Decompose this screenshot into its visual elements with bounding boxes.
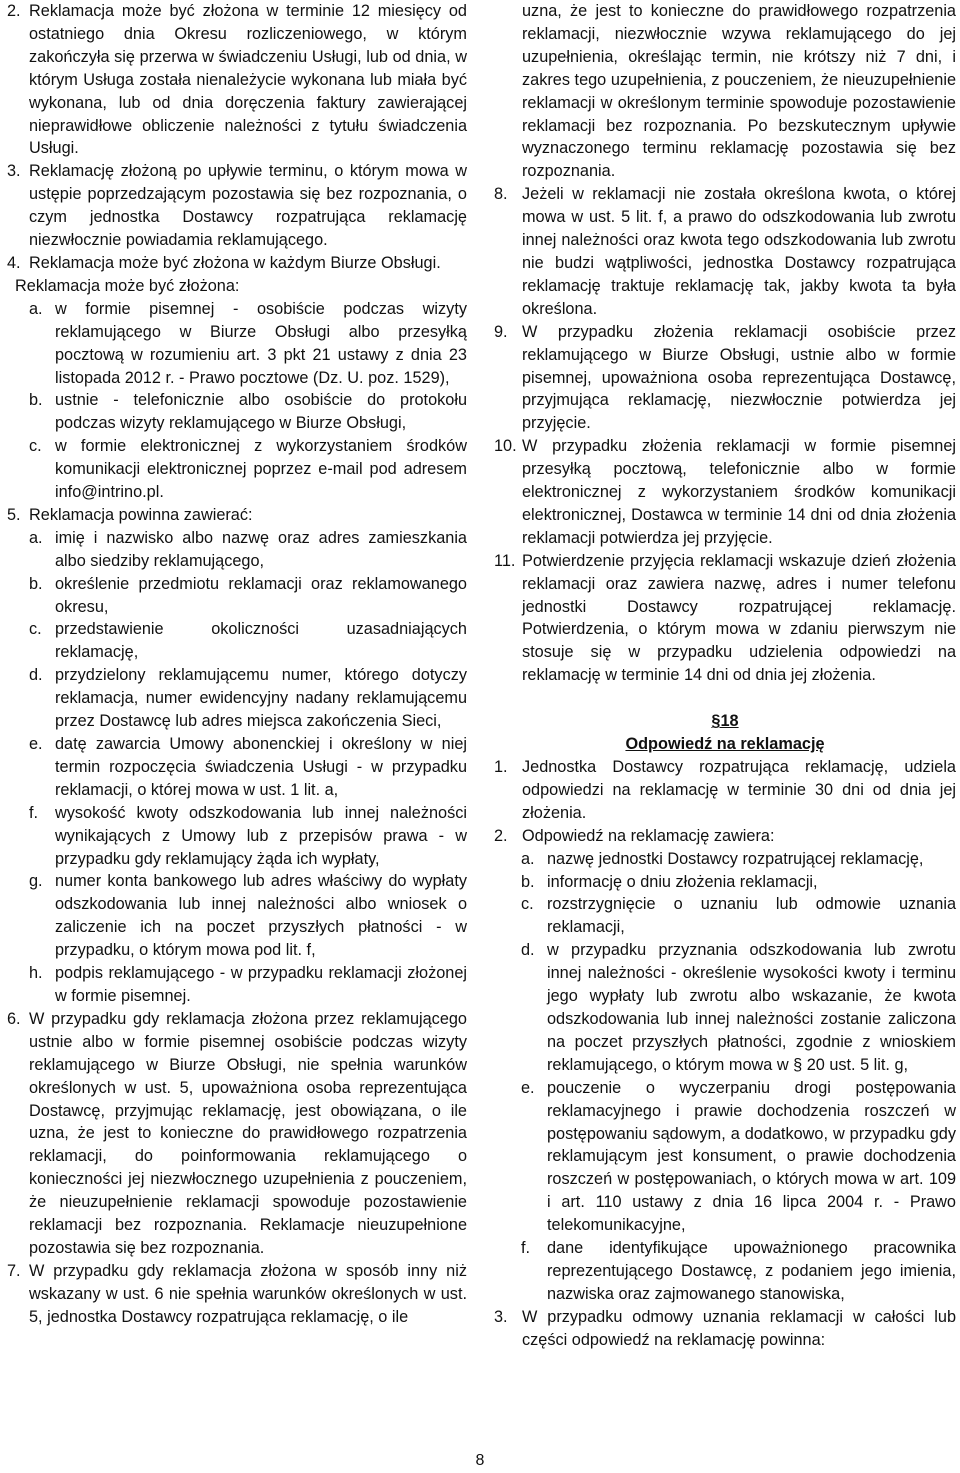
item-number: 2. <box>494 826 508 845</box>
paragraph-9 <box>494 321 956 436</box>
paragraph-3 <box>7 160 467 252</box>
item-number: 6. <box>7 1009 21 1028</box>
list-item <box>7 962 467 1008</box>
item-letter: a. <box>29 528 43 547</box>
item-text: wysokość kwoty odszkodowania lub innej należności wynikających z Umowy lub z przepisów prawa - w przypadku gdy reklamujący żąda ich wypłaty, <box>55 803 467 868</box>
item-letter: d. <box>29 666 43 685</box>
left-column <box>7 0 467 1329</box>
item-letter: h. <box>29 964 43 983</box>
page-number: 8 <box>475 1452 485 1469</box>
item-text: numer konta bankowego lub adres właściwy do wypłaty odszkodowania lub innej należności albo wniosek o zaliczenie ich na poczet przyszłych płatności - w przypadku, o którym mowa pod lit. f, <box>55 872 467 960</box>
item-letter: b. <box>29 574 43 593</box>
item-text: Reklamację złożoną po upływie terminu, o którym mowa w ustępie poprzedzającym pozostawia się bez rozpoznania, o czym jednostka Dostawcy rozpatrująca reklamację niezwłocznie powiadamia reklamującego. <box>29 162 467 250</box>
item-text: W przypadku złożenia reklamacji w formie pisemnej przesyłką pocztową, telefonicznie albo w formie elektronicznej z wykorzystaniem środków komunikacji elektronicznej, Dostawca w terminie 14 dni od dnia złożenia reklamacji potwierdza jej przyjęcie. <box>522 437 956 547</box>
item-text: nazwę jednostki Dostawcy rozpatrującej reklamację, <box>547 849 924 868</box>
item-text: w formie elektronicznej z wykorzystaniem środków komunikacji elektronicznej poprzez e-mail pod adresem info@intrino.pl. <box>55 437 467 502</box>
item-number: 7. <box>7 1261 21 1280</box>
list-item <box>7 733 467 802</box>
item-letter: e. <box>521 1078 535 1097</box>
item-text: dane identyfikujące upoważnionego pracownika reprezentującego Dostawcę, z podaniem jego imienia, nazwiska oraz zajmowanego stanowiska, <box>547 1239 956 1303</box>
list-item <box>7 573 467 619</box>
list-item <box>494 1237 956 1306</box>
section-number: §18 <box>711 712 739 731</box>
item-number: 3. <box>494 1307 508 1326</box>
item-text: uzna, że jest to konieczne do prawidłowego rozpatrzenia reklamacji, niezwłocznie wzywa reklamującego do jej uzupełnienia, określając termin, nie krótszy niż 7 dni, i zakres tego uzupełnienia, z pouczeniem, że nieuzupełnienie reklamacji w określonym terminie spowoduje pozostawienie reklamacji bez rozpoznania. Po bezskutecznym upływie wyznaczonego terminu reklamację pozostawia się bez rozpoznania. <box>522 2 956 181</box>
section-title: Odpowiedź na reklamację <box>625 735 825 754</box>
list-item <box>494 1077 956 1237</box>
item-text: Potwierdzenie przyjęcia reklamacji wskazuje dzień złożenia reklamacji oraz zawiera nazwę, adres i numer telefonu jednostki Dostawcy rozpatrującej reklamację. Potwierdzenia, o którym mowa w zdaniu pierwszym nie stosuje się w przypadku udzielenia odpowiedzi na reklamację w terminie 14 dni od dnia jej złożenia. <box>522 551 956 685</box>
item-letter: f. <box>29 803 39 822</box>
item-letter: b. <box>521 872 535 891</box>
paragraph-5 <box>7 504 467 527</box>
list-item <box>494 848 956 871</box>
item-text: datę zawarcia Umowy abonenckiej i określony w niej termin rozpoczęcia świadczenia Usługi - w przypadku reklamacji, o której mowa w ust. 1 lit. a, <box>55 735 467 799</box>
item-letter: c. <box>29 437 42 456</box>
item-letter: g. <box>29 872 43 891</box>
list-item <box>494 871 956 894</box>
item-number: 10. <box>494 437 517 456</box>
item-number: 9. <box>494 322 508 341</box>
item-text: przedstawienie okoliczności uzasadniających reklamację, <box>55 620 467 662</box>
item-text: W przypadku gdy reklamacja złożona w sposób inny niż wskazany w ust. 6 nie spełnia warunków określonych w ust. 5, jednostka Dostawcy rozpatrująca reklamację, o ile <box>29 1261 467 1326</box>
item-number: 8. <box>494 185 508 204</box>
item-text: Jednostka Dostawcy rozpatrująca reklamację, udziela odpowiedzi na reklamację w terminie 30 dni od dnia jej złożenia. <box>522 758 956 822</box>
paragraph-2 <box>7 0 467 160</box>
paragraph-4 <box>7 252 467 275</box>
item-number: 2. <box>7 2 21 20</box>
item-text: W przypadku odmowy uznania reklamacji w całości lub części odpowiedź na reklamację powinna: <box>522 1307 956 1349</box>
section-paragraph-1 <box>494 756 956 825</box>
item-text: pouczenie o wyczerpaniu drogi postępowania reklamacyjnego i prawie dochodzenia roszczeń w postępowaniu sądowym, a dodatkowo, w przypadku gdy reklamującym jest konsument, o prawie dochodzenia roszczeń w postępowaniach, o których mowa w art. 109 i art. 110 ustawy z dnia 16 lipca 2004 r. - Prawo telekomunikacyjne, <box>547 1078 956 1235</box>
list-item <box>7 527 467 573</box>
paragraph-10 <box>494 435 956 550</box>
item-text: w przypadku przyznania odszkodowania lub zwrotu innej należności - określenie wysokości kwoty i terminu jego wypłaty lub zwrotu albo wskazanie, że kwota odszkodowania lub innej należności zostanie zaliczona na poczet przyszłych płatności, zgodnie z wnioskiem reklamującego, o którym mowa w § 20 ust. 5 lit. g, <box>547 941 956 1074</box>
item-text: imię i nazwisko albo nazwę oraz adres zamieszkania albo siedziby reklamującego, <box>55 528 467 570</box>
paragraph-8 <box>494 183 956 320</box>
item-text: W przypadku gdy reklamacja złożona przez reklamującego ustnie albo w formie pisemnej osobiście podczas wizyty reklamującego w Biurze Obsługi, nie spełnia warunków określonych w ust. 5, upoważniona osoba reprezentująca Dostawcę, przyjmując reklamację, jest obowiązana, o ile uzna, że jest to konieczne do prawidłowego rozpatrzenia reklamacji, do poinformowania reklamującego o konieczności jej niezwłocznego uzupełnienia z pouczeniem, że nieuzupełnienie reklamacji spowoduje pozostawienie reklamacji bez rozpoznania. Reklamacje nieuzupełnione pozostawia się bez rozpoznania. <box>29 1009 467 1257</box>
item-text: podpis reklamującego - w przypadku reklamacji złożonej w formie pisemnej. <box>55 964 467 1005</box>
list-item <box>7 389 467 435</box>
item-number: 3. <box>7 162 21 181</box>
list-item <box>7 664 467 733</box>
item-text: w formie pisemnej - osobiście podczas wizyty reklamującego w Biurze Obsługi albo przesyłką pocztową w rozumieniu art. 3 pkt 21 ustawy z dnia 23 listopada 2012 r. - Prawo pocztowe (Dz. U. poz. 1529), <box>55 299 467 387</box>
item-text: Odpowiedź na reklamację zawiera: <box>522 826 775 845</box>
item-number: 11. <box>494 551 516 570</box>
item-text: Reklamacja może być złożona w każdym Biurze Obsługi. <box>29 253 441 272</box>
paragraph-6 <box>7 1008 467 1260</box>
item-number: 5. <box>7 505 21 524</box>
paragraph-11 <box>494 550 956 687</box>
item-letter: a. <box>521 849 535 868</box>
item-letter: b. <box>29 391 43 410</box>
section-paragraph-3 <box>494 1306 956 1352</box>
paragraph-4-intro: Reklamacja może być złożona: <box>15 276 240 295</box>
paragraph-7 <box>7 1260 467 1329</box>
list-item <box>7 435 467 504</box>
right-column <box>494 0 956 1352</box>
item-text: W przypadku złożenia reklamacji osobiście przez reklamującego w Biurze Obsługi, ustnie albo w formie pisemnej, upoważniona osoba reprezentująca Dostawcę, przyjmująca reklamację, niezwłocznie potwierdza jej przyjęcie. <box>522 322 956 433</box>
item-text: określenie przedmiotu reklamacji oraz reklamowanego okresu, <box>55 574 467 616</box>
item-letter: c. <box>29 620 42 639</box>
item-number: 4. <box>7 253 21 272</box>
section-paragraph-2 <box>494 825 956 848</box>
item-text: ustnie - telefonicznie albo osobiście do protokołu podczas wizyty reklamującego w Biurze Obsługi, <box>55 391 467 433</box>
item-number: 1. <box>494 758 508 776</box>
item-text: rozstrzygnięcie o uznaniu lub odmowie uznania reklamacji, <box>547 895 956 937</box>
item-letter: e. <box>29 735 43 753</box>
list-item <box>7 802 467 871</box>
item-letter: c. <box>521 895 534 914</box>
list-item <box>7 298 467 390</box>
list-item <box>494 939 956 1076</box>
item-letter: f. <box>521 1239 531 1258</box>
item-text: Jeżeli w reklamacji nie została określona kwota, o której mowa w ust. 5 lit. f, a prawo do odszkodowania lub zwrotu innej należności oraz kwota tego odszkodowania lub zwrotu nie budzi wątpliwości, jednostka Dostawcy rozpatrująca reklamację traktuje reklamację tak, jakby kwota ta była określona. <box>522 185 956 318</box>
item-letter: a. <box>29 299 43 318</box>
list-item <box>7 618 467 664</box>
item-text: przydzielony reklamującemu numer, którego dotyczy reklamacja, numer ewidencyjny nadany reklamującemu przez Dostawcę lub adres miejsca zakończenia Sieci, <box>55 666 467 731</box>
list-item <box>494 893 956 939</box>
list-item <box>7 870 467 962</box>
item-letter: d. <box>521 941 535 960</box>
item-text: Reklamacja może być złożona w terminie 12 miesięcy od ostatniego dnia Okresu rozliczeniowego, w którym zakończyła się przerwa w świadczeniu Usługi, lub od dnia, w którym Usługa została nienależycie wykonana lub miała być wykonana, lub od dnia doręczenia faktury zawierającej nieprawidłowe obliczenie należności z tytułu świadczenia Usługi. <box>29 2 467 158</box>
item-text: Reklamacja powinna zawierać: <box>29 505 253 524</box>
item-text: informację o dniu złożenia reklamacji, <box>547 872 818 891</box>
paragraph-7-continued <box>494 0 956 183</box>
